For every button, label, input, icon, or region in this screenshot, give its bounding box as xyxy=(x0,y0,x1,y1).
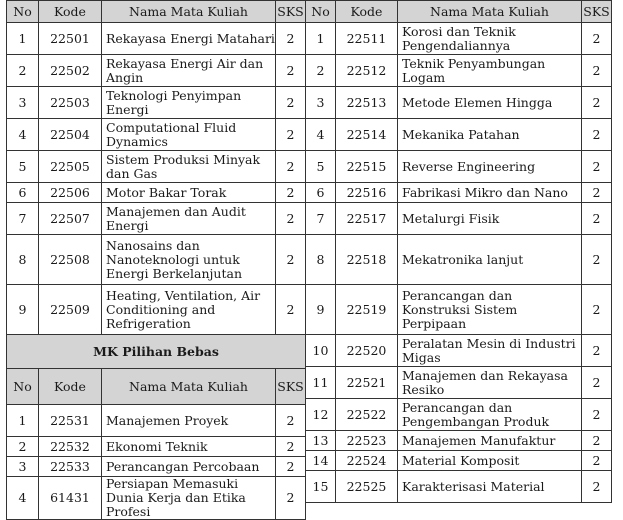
table-row xyxy=(306,23,612,55)
row-nama: Manajemen dan Rekayasa Resiko xyxy=(398,367,582,399)
row-no: 3 xyxy=(7,87,39,119)
row-kode: 22513 xyxy=(336,87,398,119)
header-kode: Kode xyxy=(39,369,102,405)
table-row xyxy=(306,451,612,471)
row-sks: 2 xyxy=(276,183,306,203)
table-row xyxy=(306,119,612,151)
row-nama: Perancangan dan Pengembangan Produk xyxy=(398,399,582,431)
right-panel xyxy=(305,0,611,503)
row-sks: 2 xyxy=(276,119,306,151)
row-no: 12 xyxy=(306,399,336,431)
row-no: 6 xyxy=(7,183,39,203)
table-row xyxy=(7,119,306,151)
row-nama: Sistem Produksi Minyak dan Gas xyxy=(102,151,276,183)
row-nama: Fabrikasi Mikro dan Nano xyxy=(398,183,582,203)
table-row xyxy=(306,285,612,335)
header-kode: Kode xyxy=(39,1,102,23)
row-kode: 22532 xyxy=(39,437,102,457)
row-nama: Persiapan Memasuki Dunia Kerja dan Etika Profesi xyxy=(102,477,276,520)
header-sks: SKS xyxy=(276,369,306,405)
table-row xyxy=(306,55,612,87)
row-kode: 22516 xyxy=(336,183,398,203)
table-row xyxy=(306,87,612,119)
row-no: 13 xyxy=(306,431,336,451)
row-nama: Metalurgi Fisik xyxy=(398,203,582,235)
row-kode: 22514 xyxy=(336,119,398,151)
row-kode: 22521 xyxy=(336,367,398,399)
row-no: 8 xyxy=(306,235,336,285)
table-row xyxy=(7,405,306,437)
header-sks: SKS xyxy=(582,1,612,23)
row-no: 10 xyxy=(306,335,336,367)
row-nama: Karakterisasi Material xyxy=(398,471,582,503)
row-no: 3 xyxy=(306,87,336,119)
table-row xyxy=(7,203,306,235)
header-no: No xyxy=(7,369,39,405)
row-kode: 22522 xyxy=(336,399,398,431)
row-no: 11 xyxy=(306,367,336,399)
row-no: 3 xyxy=(7,457,39,477)
row-sks: 2 xyxy=(582,367,612,399)
row-sks: 2 xyxy=(582,431,612,451)
row-kode: 22518 xyxy=(336,235,398,285)
row-kode: 22511 xyxy=(336,23,398,55)
table-row xyxy=(7,457,306,477)
row-sks: 2 xyxy=(276,285,306,335)
left-panel xyxy=(6,0,305,520)
row-kode: 22509 xyxy=(39,285,102,335)
left-course-table xyxy=(6,0,306,335)
row-nama: Perancangan Percobaan xyxy=(102,457,276,477)
row-sks: 2 xyxy=(276,55,306,87)
row-kode: 22525 xyxy=(336,471,398,503)
table-row xyxy=(306,367,612,399)
row-nama: Reverse Engineering xyxy=(398,151,582,183)
table-header-row xyxy=(306,1,612,23)
row-sks: 2 xyxy=(582,399,612,431)
row-nama: Korosi dan Teknik Pengendaliannya xyxy=(398,23,582,55)
table-row xyxy=(306,335,612,367)
right-course-table xyxy=(305,0,612,503)
row-nama: Manajemen dan Audit Energi xyxy=(102,203,276,235)
bebas-course-table xyxy=(6,334,306,520)
row-sks: 2 xyxy=(582,119,612,151)
row-sks: 2 xyxy=(582,23,612,55)
row-kode: 22503 xyxy=(39,87,102,119)
row-no: 9 xyxy=(306,285,336,335)
row-sks: 2 xyxy=(582,285,612,335)
row-no: 2 xyxy=(7,55,39,87)
row-kode: 22512 xyxy=(336,55,398,87)
row-kode: 22501 xyxy=(39,23,102,55)
row-no: 5 xyxy=(7,151,39,183)
row-kode: 22517 xyxy=(336,203,398,235)
table-row xyxy=(7,235,306,285)
row-no: 8 xyxy=(7,235,39,285)
header-no: No xyxy=(306,1,336,23)
row-sks: 2 xyxy=(276,477,306,520)
header-no: No xyxy=(7,1,39,23)
row-nama: Rekayasa Energi Matahari xyxy=(102,23,276,55)
row-kode: 22515 xyxy=(336,151,398,183)
row-no: 2 xyxy=(306,55,336,87)
table-row xyxy=(7,437,306,457)
row-sks: 2 xyxy=(582,203,612,235)
row-nama: Ekonomi Teknik xyxy=(102,437,276,457)
row-no: 7 xyxy=(7,203,39,235)
row-kode: 22502 xyxy=(39,55,102,87)
table-row xyxy=(7,183,306,203)
row-sks: 2 xyxy=(582,451,612,471)
row-no: 5 xyxy=(306,151,336,183)
row-no: 4 xyxy=(306,119,336,151)
row-no: 4 xyxy=(7,477,39,520)
table-row xyxy=(306,399,612,431)
table-row xyxy=(7,477,306,520)
row-kode: 22531 xyxy=(39,405,102,437)
table-header-row xyxy=(7,369,306,405)
section-title-row xyxy=(7,335,306,369)
row-sks: 2 xyxy=(276,23,306,55)
table-row xyxy=(306,235,612,285)
row-nama: Mekatronika lanjut xyxy=(398,235,582,285)
row-sks: 2 xyxy=(276,87,306,119)
row-kode: 22507 xyxy=(39,203,102,235)
table-row xyxy=(306,431,612,451)
row-sks: 2 xyxy=(582,235,612,285)
table-row xyxy=(7,23,306,55)
row-nama: Peralatan Mesin di Industri Migas xyxy=(398,335,582,367)
row-no: 15 xyxy=(306,471,336,503)
row-sks: 2 xyxy=(276,405,306,437)
row-sks: 2 xyxy=(276,457,306,477)
row-no: 1 xyxy=(7,23,39,55)
row-kode: 22524 xyxy=(336,451,398,471)
row-sks: 2 xyxy=(582,87,612,119)
row-nama: Manajemen Manufaktur xyxy=(398,431,582,451)
row-kode: 22506 xyxy=(39,183,102,203)
row-kode: 22520 xyxy=(336,335,398,367)
row-kode: 22519 xyxy=(336,285,398,335)
table-row xyxy=(306,183,612,203)
row-no: 1 xyxy=(306,23,336,55)
row-nama: Rekayasa Energi Air dan Angin xyxy=(102,55,276,87)
header-nama: Nama Mata Kuliah xyxy=(102,1,276,23)
row-nama: Computational Fluid Dynamics xyxy=(102,119,276,151)
row-no: 7 xyxy=(306,203,336,235)
row-no: 9 xyxy=(7,285,39,335)
row-nama: Teknologi Penyimpan Energi xyxy=(102,87,276,119)
row-kode: 22533 xyxy=(39,457,102,477)
row-sks: 2 xyxy=(582,151,612,183)
row-no: 6 xyxy=(306,183,336,203)
header-sks: SKS xyxy=(276,1,306,23)
row-nama: Nanosains dan Nanoteknologi untuk Energi Berkelanjutan xyxy=(102,235,276,285)
table-row xyxy=(7,285,306,335)
header-nama: Nama Mata Kuliah xyxy=(102,369,276,405)
row-nama: Perancangan dan Konstruksi Sistem Perpipaan xyxy=(398,285,582,335)
header-kode: Kode xyxy=(336,1,398,23)
row-sks: 2 xyxy=(582,183,612,203)
row-sks: 2 xyxy=(276,437,306,457)
row-sks: 2 xyxy=(276,203,306,235)
row-sks: 2 xyxy=(276,151,306,183)
section-title: MK Pilihan Bebas xyxy=(7,335,306,369)
table-row xyxy=(306,203,612,235)
row-kode: 22508 xyxy=(39,235,102,285)
row-no: 2 xyxy=(7,437,39,457)
table-row xyxy=(306,151,612,183)
row-nama: Mekanika Patahan xyxy=(398,119,582,151)
row-nama: Material Komposit xyxy=(398,451,582,471)
table-row xyxy=(306,471,612,503)
table-row xyxy=(7,87,306,119)
row-sks: 2 xyxy=(276,235,306,285)
row-no: 14 xyxy=(306,451,336,471)
row-nama: Manajemen Proyek xyxy=(102,405,276,437)
table-row xyxy=(7,151,306,183)
row-sks: 2 xyxy=(582,471,612,503)
row-kode: 61431 xyxy=(39,477,102,520)
row-no: 1 xyxy=(7,405,39,437)
row-nama: Motor Bakar Torak xyxy=(102,183,276,203)
row-sks: 2 xyxy=(582,55,612,87)
row-nama: Teknik Penyambungan Logam xyxy=(398,55,582,87)
row-kode: 22523 xyxy=(336,431,398,451)
table-header-row xyxy=(7,1,306,23)
row-no: 4 xyxy=(7,119,39,151)
row-nama: Metode Elemen Hingga xyxy=(398,87,582,119)
row-kode: 22505 xyxy=(39,151,102,183)
table-row xyxy=(7,55,306,87)
row-kode: 22504 xyxy=(39,119,102,151)
row-sks: 2 xyxy=(582,335,612,367)
header-nama: Nama Mata Kuliah xyxy=(398,1,582,23)
row-nama: Heating, Ventilation, Air Conditioning and Refrigeration xyxy=(102,285,276,335)
